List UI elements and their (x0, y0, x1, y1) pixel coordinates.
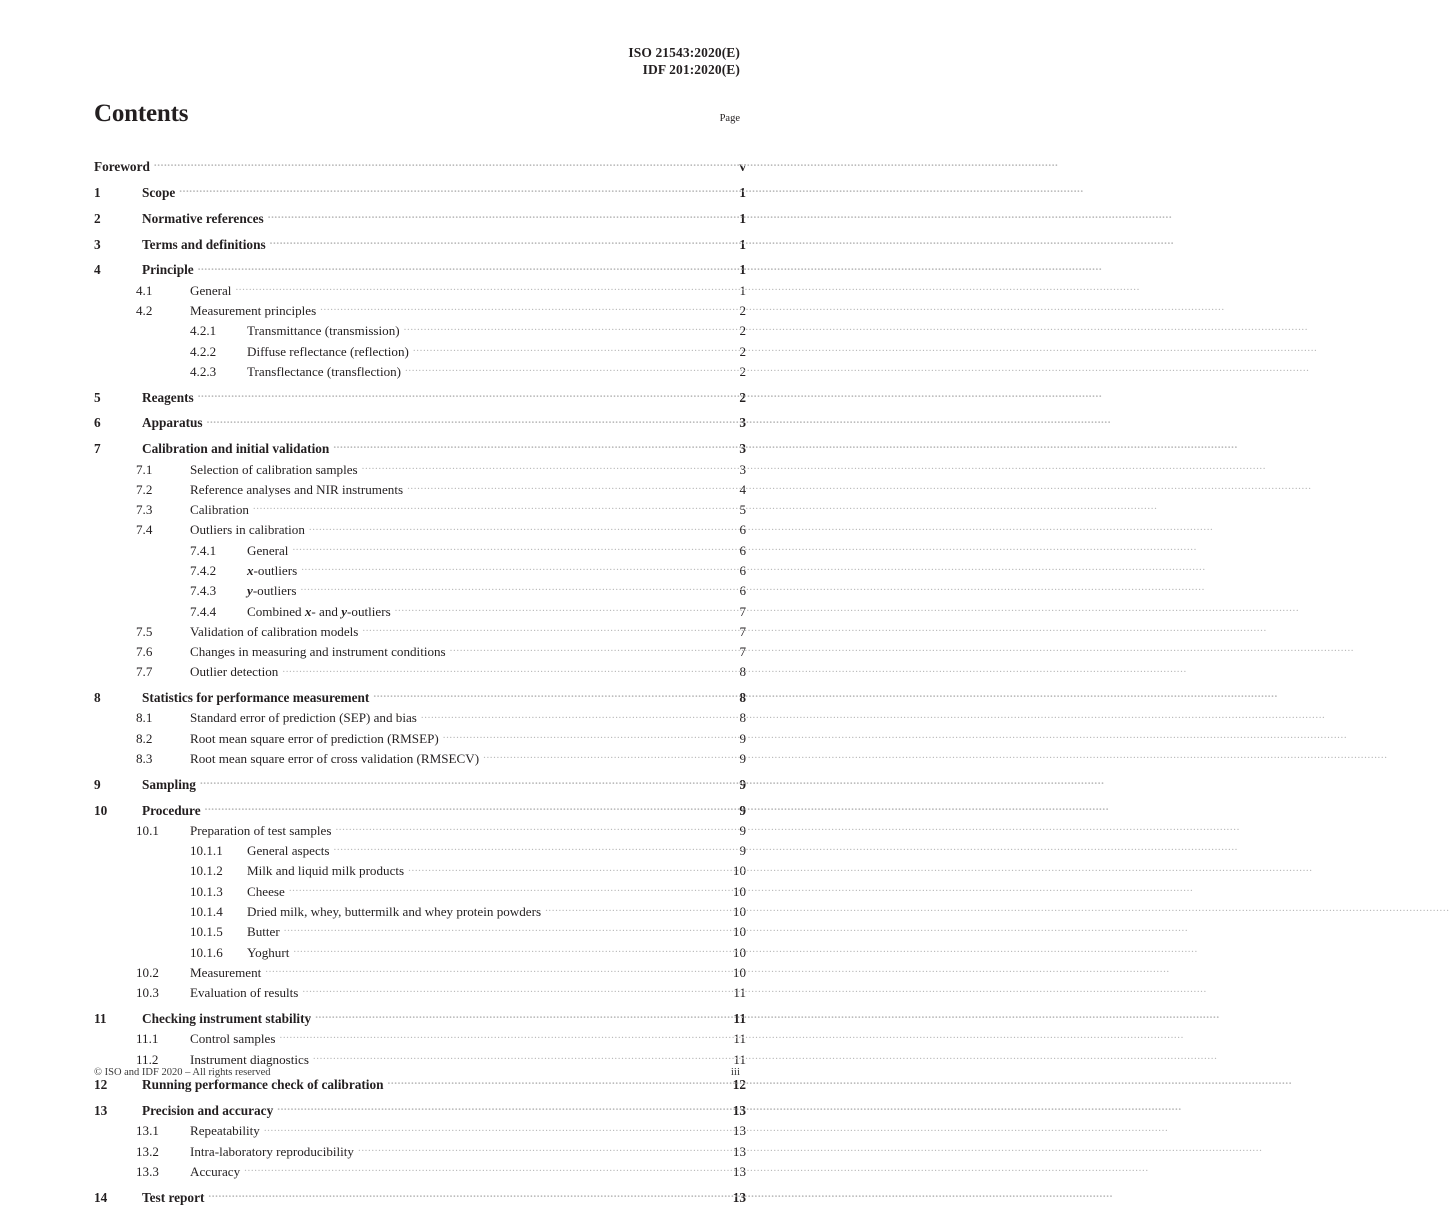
toc-entry-page: 7 (739, 603, 746, 619)
dot-leader (289, 883, 726, 896)
toc-entry[interactable] (94, 643, 746, 659)
toc-entry-label: Milk and liquid milk products (247, 863, 405, 879)
toc-entry[interactable] (94, 984, 746, 1000)
toc-entry-page: 9 (739, 822, 746, 838)
toc-entry-page: 1 (739, 262, 746, 278)
toc-entry-number: 12 (94, 1077, 108, 1093)
toc-entry[interactable] (94, 582, 746, 598)
toc-entry[interactable] (94, 750, 746, 766)
toc-entry-page: 3 (739, 461, 746, 477)
toc-entry-label: Combined x- and y-outliers (247, 603, 391, 619)
dot-leader (443, 730, 726, 743)
toc-entry-number: 4.2.2 (190, 343, 217, 359)
dot-leader (268, 210, 726, 223)
dot-leader (264, 1122, 726, 1135)
toc-entry[interactable] (94, 801, 746, 817)
toc-entry-number: 8.3 (136, 751, 153, 767)
toc-entry[interactable] (94, 822, 746, 838)
toc-entry-page: 10 (732, 904, 746, 920)
toc-entry-page: 1 (739, 282, 746, 298)
toc-entry[interactable] (94, 1143, 746, 1159)
toc-entry-page: 10 (732, 883, 746, 899)
toc-entry-page: 8 (739, 690, 746, 706)
dot-leader (282, 663, 726, 676)
toc-entry-label: Cheese (247, 883, 285, 899)
dot-leader (362, 460, 726, 473)
toc-entry-page: 11 (733, 985, 746, 1001)
toc-entry-number: 8 (94, 690, 101, 706)
toc-entry-number: 7.5 (136, 623, 153, 639)
toc-entry[interactable] (94, 862, 746, 878)
toc-entry-label: y-outliers (247, 583, 297, 599)
toc-entry-number: 7.6 (136, 644, 153, 660)
toc-entry-label: General (247, 542, 289, 558)
toc-entry-number: 7.4 (136, 522, 153, 538)
toc-entry-label: Reference analyses and NIR instruments (190, 481, 404, 497)
toc-entry-number: 13 (94, 1103, 108, 1119)
toc-entry-number: 4.2.3 (190, 363, 217, 379)
toc-entry[interactable] (94, 388, 746, 404)
dot-leader (407, 481, 726, 494)
toc-entry-page: 10 (732, 964, 746, 980)
toc-entry-label: Precision and accuracy (142, 1103, 274, 1119)
dot-leader (253, 501, 726, 514)
toc-entry-number: 8.2 (136, 730, 153, 746)
toc-entry-page: 8 (739, 664, 746, 680)
toc-entry-label: Principle (142, 262, 194, 278)
toc-entry[interactable] (94, 521, 746, 537)
standard-number-iso: ISO 21543:2020(E) (628, 45, 740, 60)
toc-entry-page: 11 (733, 1031, 746, 1047)
toc-entry-page: 10 (732, 863, 746, 879)
toc-entry-page: 6 (739, 542, 746, 558)
toc-entry-page: 9 (739, 730, 746, 746)
toc-entry-page: 13 (732, 1123, 746, 1139)
toc-entry[interactable] (94, 363, 746, 379)
toc-entry[interactable] (94, 903, 746, 919)
toc-entry-number: 10.1 (136, 822, 159, 838)
copyright-notice: © ISO and IDF 2020 – All rights reserved (94, 1067, 271, 1078)
dot-leader (313, 1050, 726, 1063)
toc-entry-page: 13 (732, 1189, 746, 1205)
toc-entry-label: Evaluation of results (190, 985, 299, 1001)
dot-leader (154, 158, 726, 171)
toc-entry-label: Yoghurt (247, 944, 290, 960)
toc-entry[interactable] (94, 440, 746, 456)
toc-entry-label: Test report (142, 1189, 205, 1205)
page-column-header: Page (719, 113, 740, 124)
toc-entry[interactable] (94, 883, 746, 899)
dot-leader (270, 235, 726, 248)
toc-entry-number: 7.1 (136, 461, 153, 477)
toc-entry-label: Sampling (142, 776, 196, 792)
toc-entry-number: 7.4.2 (190, 562, 217, 578)
toc-entry[interactable] (94, 663, 746, 679)
toc-entry-label: Scope (142, 185, 176, 201)
dot-leader (450, 643, 726, 656)
toc-entry-label: Repeatability (190, 1123, 260, 1139)
toc-entry[interactable] (94, 1050, 746, 1066)
toc-entry-page: 1 (739, 210, 746, 226)
toc-entry-label: Running performance check of calibration (142, 1077, 384, 1093)
toc-entry-label: Calibration and initial validation (142, 441, 330, 457)
toc-entry-page: 5 (739, 502, 746, 518)
toc-entry[interactable] (94, 562, 746, 578)
toc-entry-page: 9 (739, 802, 746, 818)
toc-entry-label: Selection of calibration samples (190, 461, 358, 477)
toc-entry[interactable] (94, 343, 746, 359)
toc-entry-page: 8 (739, 710, 746, 726)
dot-leader (300, 582, 726, 595)
toc-entry-label: Measurement principles (190, 303, 317, 319)
dot-leader (545, 903, 726, 916)
toc-entry-page: 11 (733, 1051, 746, 1067)
toc-entry-page: 4 (739, 481, 746, 497)
toc-entry-page: 12 (732, 1077, 746, 1093)
toc-entry-number: 4.2.1 (190, 323, 217, 339)
toc-entry-page: 9 (739, 843, 746, 859)
table-of-contents (94, 158, 746, 1205)
toc-entry-number: 10.1.4 (190, 904, 223, 920)
dot-leader (200, 776, 726, 789)
toc-entry[interactable] (94, 943, 746, 959)
toc-entry-label: Outliers in calibration (190, 522, 305, 538)
dot-leader (362, 623, 726, 636)
toc-entry-label: Standard error of prediction (SEP) and bias (190, 710, 417, 726)
toc-entry-number: 7.3 (136, 502, 153, 518)
toc-entry-number: 13.3 (136, 1163, 159, 1179)
toc-entry-number: 2 (94, 210, 101, 226)
toc-entry-page: 9 (739, 776, 746, 792)
toc-entry[interactable] (94, 1010, 746, 1026)
standard-number-idf: IDF 201:2020(E) (642, 62, 740, 77)
dot-leader (198, 261, 726, 274)
toc-entry-label: Calibration (190, 502, 249, 518)
toc-entry-number: 4.2 (136, 303, 153, 319)
toc-entry-number: 8.1 (136, 710, 153, 726)
toc-entry-label: Checking instrument stability (142, 1010, 312, 1026)
toc-entry-label: Accuracy (190, 1163, 241, 1179)
toc-entry-label: Butter (247, 924, 280, 940)
toc-entry-page: 1 (739, 236, 746, 252)
toc-entry-label: Transflectance (transflection) (247, 363, 402, 379)
toc-entry[interactable] (94, 1188, 746, 1204)
toc-entry-number: 10.1.2 (190, 863, 223, 879)
toc-entry-number: 13.1 (136, 1123, 159, 1139)
toc-entry[interactable] (94, 414, 746, 430)
dot-leader (405, 363, 726, 376)
dot-leader (483, 750, 726, 763)
dot-leader (309, 521, 726, 534)
toc-entry[interactable] (94, 158, 746, 174)
toc-entry-page: 6 (739, 562, 746, 578)
toc-entry-number: 11.1 (136, 1031, 159, 1047)
toc-entry-label: Reagents (142, 389, 194, 405)
toc-entry-label: Changes in measuring and instrument conditions (190, 644, 446, 660)
dot-leader (373, 689, 726, 702)
toc-entry-number: 10.3 (136, 985, 159, 1001)
toc-entry-page: 7 (739, 644, 746, 660)
dot-leader (207, 414, 726, 427)
toc-entry[interactable] (94, 1076, 746, 1092)
toc-entry-page: 6 (739, 583, 746, 599)
toc-entry-page: 13 (732, 1163, 746, 1179)
dot-leader (208, 1188, 726, 1201)
toc-entry-number: 11.2 (136, 1051, 159, 1067)
toc-entry[interactable] (94, 501, 746, 517)
toc-entry-label: Root mean square error of cross validation (RMSECV) (190, 751, 480, 767)
dot-leader (413, 343, 726, 356)
toc-entry[interactable] (94, 776, 746, 792)
toc-entry[interactable] (94, 542, 746, 558)
dot-leader (244, 1163, 726, 1176)
toc-entry-label: Transmittance (transmission) (247, 323, 400, 339)
dot-leader (284, 923, 726, 936)
toc-entry-number: 5 (94, 389, 101, 405)
toc-entry-number: 7.4.4 (190, 603, 217, 619)
toc-entry-number: 11 (94, 1010, 107, 1026)
toc-entry-number: 10.1.6 (190, 944, 223, 960)
dot-leader (358, 1143, 726, 1156)
toc-entry[interactable] (94, 1122, 746, 1138)
toc-entry[interactable] (94, 709, 746, 725)
toc-entry-label: Apparatus (142, 415, 203, 431)
toc-entry[interactable] (94, 923, 746, 939)
toc-entry-page: 10 (732, 924, 746, 940)
toc-entry-label: General (190, 282, 232, 298)
toc-entry-label: Intra-laboratory reproducibility (190, 1143, 354, 1159)
toc-entry-page: 11 (733, 1010, 746, 1026)
toc-entry-number: 10.1.1 (190, 843, 223, 859)
dot-leader (334, 842, 726, 855)
toc-entry-label: Procedure (142, 802, 201, 818)
toc-entry[interactable] (94, 689, 746, 705)
contents-title-row (94, 100, 740, 128)
toc-entry-page: 2 (739, 389, 746, 405)
dot-leader (265, 964, 726, 977)
dot-leader (235, 282, 726, 295)
toc-entry-label: Statistics for performance measurement (142, 690, 370, 706)
toc-entry[interactable] (94, 322, 746, 338)
toc-entry-label: Outlier detection (190, 664, 279, 680)
dot-leader (302, 984, 726, 997)
toc-entry[interactable] (94, 261, 746, 277)
toc-entry[interactable] (94, 481, 746, 497)
toc-entry-label: Instrument diagnostics (190, 1051, 309, 1067)
toc-entry-label: Foreword (94, 159, 150, 175)
dot-leader (421, 709, 726, 722)
document-footer (94, 1066, 740, 1078)
toc-entry-label: Dried milk, whey, buttermilk and whey protein powders (247, 904, 542, 920)
toc-entry[interactable] (94, 460, 746, 476)
toc-entry[interactable] (94, 623, 746, 639)
dot-leader (301, 562, 726, 575)
toc-entry-number: 10.1.5 (190, 924, 223, 940)
dot-leader (279, 1030, 726, 1043)
toc-entry-number: 7.4.1 (190, 542, 217, 558)
toc-entry-number: 4.1 (136, 282, 153, 298)
toc-entry-page: 2 (739, 343, 746, 359)
toc-entry[interactable] (94, 235, 746, 251)
dot-leader (277, 1102, 726, 1115)
dot-leader (315, 1010, 726, 1023)
toc-entry-page: 2 (739, 303, 746, 319)
toc-entry-number: 7.4.3 (190, 583, 217, 599)
dot-leader (198, 388, 726, 401)
dot-leader (320, 302, 726, 315)
toc-entry-number: 9 (94, 776, 101, 792)
toc-entry-label: Root mean square error of prediction (RMSEP) (190, 730, 439, 746)
page-folio: iii (730, 1066, 740, 1078)
toc-entry-label: Validation of calibration models (190, 623, 359, 639)
toc-entry[interactable] (94, 964, 746, 980)
toc-entry[interactable] (94, 730, 746, 746)
dot-leader (335, 822, 726, 835)
dot-leader (292, 542, 726, 555)
toc-entry[interactable] (94, 184, 746, 200)
toc-entry-number: 6 (94, 415, 101, 431)
page-title: Contents (94, 100, 189, 127)
toc-entry[interactable] (94, 1030, 746, 1046)
toc-entry-page: 6 (739, 522, 746, 538)
toc-entry-page: 2 (739, 323, 746, 339)
toc-entry-number: 7 (94, 441, 101, 457)
toc-entry-page: 3 (739, 441, 746, 457)
toc-entry-page: 13 (732, 1143, 746, 1159)
toc-entry[interactable] (94, 210, 746, 226)
toc-entry-page: 13 (732, 1103, 746, 1119)
toc-entry[interactable] (94, 282, 746, 298)
dot-leader (395, 602, 726, 615)
toc-entry[interactable] (94, 1102, 746, 1118)
toc-entry-number: 4 (94, 262, 101, 278)
toc-entry-number: 10 (94, 802, 108, 818)
dot-leader (333, 440, 726, 453)
toc-entry[interactable] (94, 842, 746, 858)
toc-entry-label: Terms and definitions (142, 236, 266, 252)
toc-entry-number: 14 (94, 1189, 108, 1205)
dot-leader (179, 184, 726, 197)
dot-leader (408, 862, 726, 875)
dot-leader (293, 943, 726, 956)
toc-entry-number: 13.2 (136, 1143, 159, 1159)
toc-entry-page: v (739, 159, 746, 175)
toc-entry-page: 10 (732, 944, 746, 960)
toc-entry-label: Preparation of test samples (190, 822, 332, 838)
toc-entry-number: 10.1.3 (190, 883, 223, 899)
toc-entry-number: 7.2 (136, 481, 153, 497)
toc-entry-label: Normative references (142, 210, 264, 226)
toc-entry-number: 10.2 (136, 964, 159, 980)
toc-entry[interactable] (94, 1163, 746, 1179)
toc-entry[interactable] (94, 302, 746, 318)
dot-leader (205, 801, 726, 814)
dot-leader (404, 322, 726, 335)
toc-entry-page: 7 (739, 623, 746, 639)
toc-entry-number: 7.7 (136, 664, 153, 680)
toc-entry-page: 2 (739, 363, 746, 379)
toc-entry-page: 1 (739, 185, 746, 201)
toc-entry-label: x-outliers (247, 562, 298, 578)
toc-entry-page: 3 (739, 415, 746, 431)
toc-entry-number: 3 (94, 236, 101, 252)
toc-entry-label: Control samples (190, 1031, 276, 1047)
toc-entry-page: 9 (739, 751, 746, 767)
toc-entry[interactable] (94, 602, 746, 618)
toc-entry-label: Diffuse reflectance (reflection) (247, 343, 409, 359)
toc-entry-label: General aspects (247, 843, 330, 859)
toc-entry-number: 1 (94, 185, 101, 201)
document-header (628, 44, 740, 78)
toc-entry-label: Measurement (190, 964, 262, 980)
